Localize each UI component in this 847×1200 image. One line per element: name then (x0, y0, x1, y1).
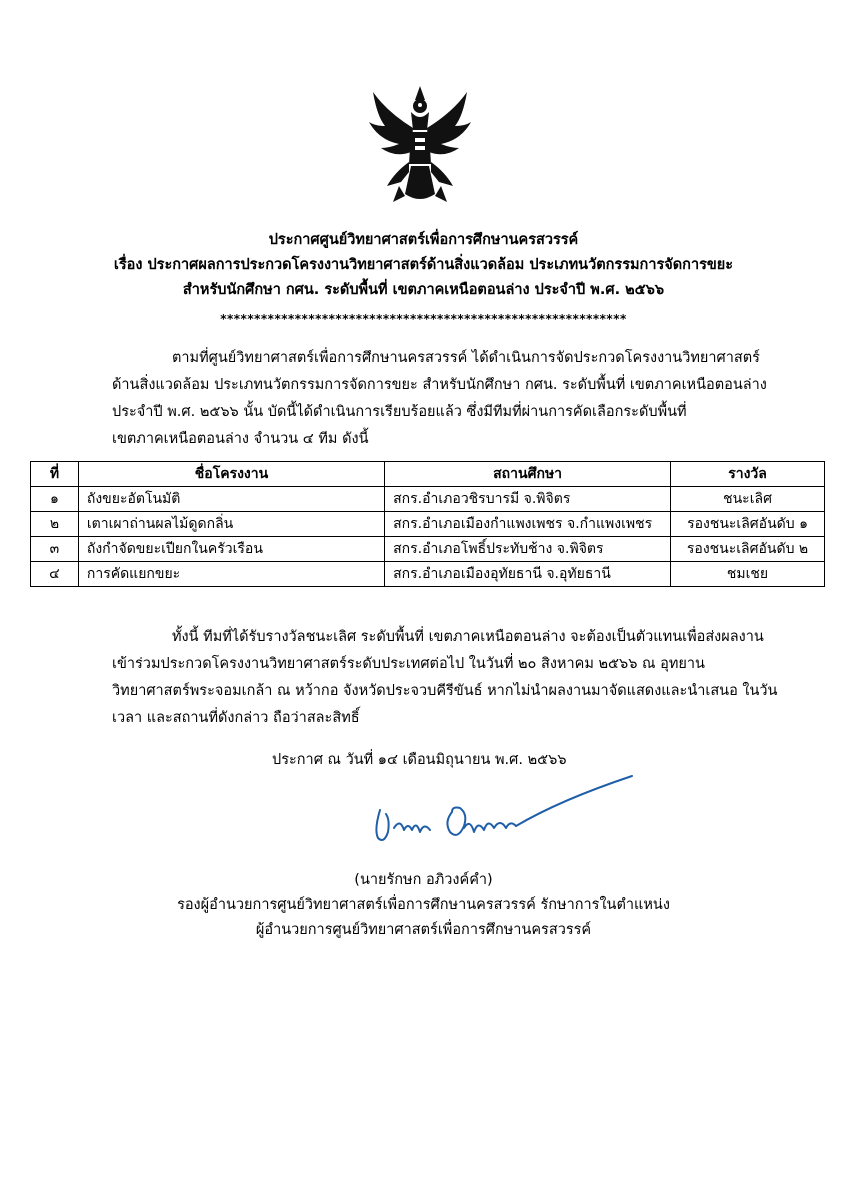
cell-award: ชนะเลิศ (671, 487, 825, 512)
cell-project: ถังขยะอัตโนมัติ (78, 487, 384, 512)
intro-line: ตามที่ศูนย์วิทยาศาสตร์เพื่อการศึกษานครสวรรค์ ได้ดำเนินการจัดประกวดโครงงานวิทยาศาสตร์ (172, 350, 760, 366)
separator-stars: ************************************************************ (220, 312, 627, 326)
garuda-emblem-icon (365, 82, 475, 210)
announcement-title: ประกาศศูนย์วิทยาศาสตร์เพื่อการศึกษานครสวรรค์ (268, 232, 579, 248)
announcement-subject: เรื่อง ประกาศผลการประกวดโครงงานวิทยาศาสตร์ด้านสิ่งแวดล้อม ประเภทนวัตกรรมการจัดการขยะ (113, 257, 734, 273)
announcement-subject-cont: สำหรับนักศึกษา กศน. ระดับพื้นที่ เขตภาคเหนือตอนล่าง ประจำปี พ.ศ. ๒๕๖๖ (182, 282, 665, 298)
header-project: ชื่อโครงงาน (78, 462, 384, 487)
intro-paragraph (112, 345, 767, 453)
cell-award: รองชนะเลิศอันดับ ๑ (671, 512, 825, 537)
closing-line: เวลา และสถานที่ดังกล่าว ถือว่าสละสิทธิ์ (112, 710, 360, 726)
cell-institution: สกร.อำเภอโพธิ์ประทับช้าง จ.พิจิตร (385, 537, 671, 562)
cell-award: ชมเชย (671, 562, 825, 587)
header-award: รางวัล (671, 462, 825, 487)
table-row (31, 537, 825, 562)
handwritten-signature-icon (360, 770, 640, 865)
signatory-name: (นายรักษก อภิวงค์คำ) (354, 872, 493, 888)
cell-institution: สกร.อำเภอเมืองอุทัยธานี จ.อุทัยธานี (385, 562, 671, 587)
results-table (30, 461, 825, 587)
cell-award: รองชนะเลิศอันดับ ๒ (671, 537, 825, 562)
intro-line: ด้านสิ่งแวดล้อม ประเภทนวัตกรรมการจัดการขยะ สำหรับนักศึกษา กศน. ระดับพื้นที่ เขตภาคเหนือตอนล่าง (112, 377, 767, 393)
cell-no: ๔ (31, 562, 79, 587)
cell-project: การคัดแยกขยะ (78, 562, 384, 587)
closing-line: เข้าร่วมประกวดโครงงานวิทยาศาสตร์ระดับประเทศต่อไป ในวันที่ ๒๐ สิงหาคม ๒๕๖๖ ณ อุทยาน (112, 656, 705, 672)
intro-line: ประจำปี พ.ศ. ๒๕๖๖ นั้น บัดนี้ได้ดำเนินการเรียบร้อยแล้ว ซึ่งมีทีมที่ผ่านการคัดเลือกระดับพื้นที่ (112, 404, 687, 420)
header-institution: สถานศึกษา (385, 462, 671, 487)
closing-paragraph (112, 624, 778, 732)
table-row (31, 512, 825, 537)
announce-date: ประกาศ ณ วันที่ ๑๔ เดือนมิถุนายน พ.ศ. ๒๕๖๖ (272, 752, 567, 768)
cell-institution: สกร.อำเภอวชิรบารมี จ.พิจิตร (385, 487, 671, 512)
cell-no: ๓ (31, 537, 79, 562)
signatory-position: รองผู้อำนวยการศูนย์วิทยาศาสตร์เพื่อการศึกษานครสวรรค์ รักษาการในตำแหน่ง (177, 897, 670, 913)
intro-line: เขตภาคเหนือตอนล่าง จำนวน ๔ ทีม ดังนี้ (112, 431, 369, 447)
cell-no: ๒ (31, 512, 79, 537)
closing-line: วิทยาศาสตร์พระจอมเกล้า ณ หว้ากอ จังหวัดประจวบคีรีขันธ์ หากไม่นำผลงานมาจัดแสดงและนำเสนอ ในวัน (112, 683, 778, 699)
cell-project: เตาเผาถ่านผลไม้ดูดกลิ่น (78, 512, 384, 537)
table-header-row (31, 462, 825, 487)
cell-project: ถังกำจัดขยะเปียกในครัวเรือน (78, 537, 384, 562)
cell-no: ๑ (31, 487, 79, 512)
signatory-position-cont: ผู้อำนวยการศูนย์วิทยาศาสตร์เพื่อการศึกษานครสวรรค์ (255, 922, 592, 938)
table-row (31, 487, 825, 512)
header-no: ที่ (31, 462, 79, 487)
cell-institution: สกร.อำเภอเมืองกำแพงเพชร จ.กำแพงเพชร (385, 512, 671, 537)
closing-line: ทั้งนี้ ทีมที่ได้รับรางวัลชนะเลิศ ระดับพื้นที่ เขตภาคเหนือตอนล่าง จะต้องเป็นตัวแทนเพื่อส่งผลงาน (172, 629, 764, 645)
table-row (31, 562, 825, 587)
